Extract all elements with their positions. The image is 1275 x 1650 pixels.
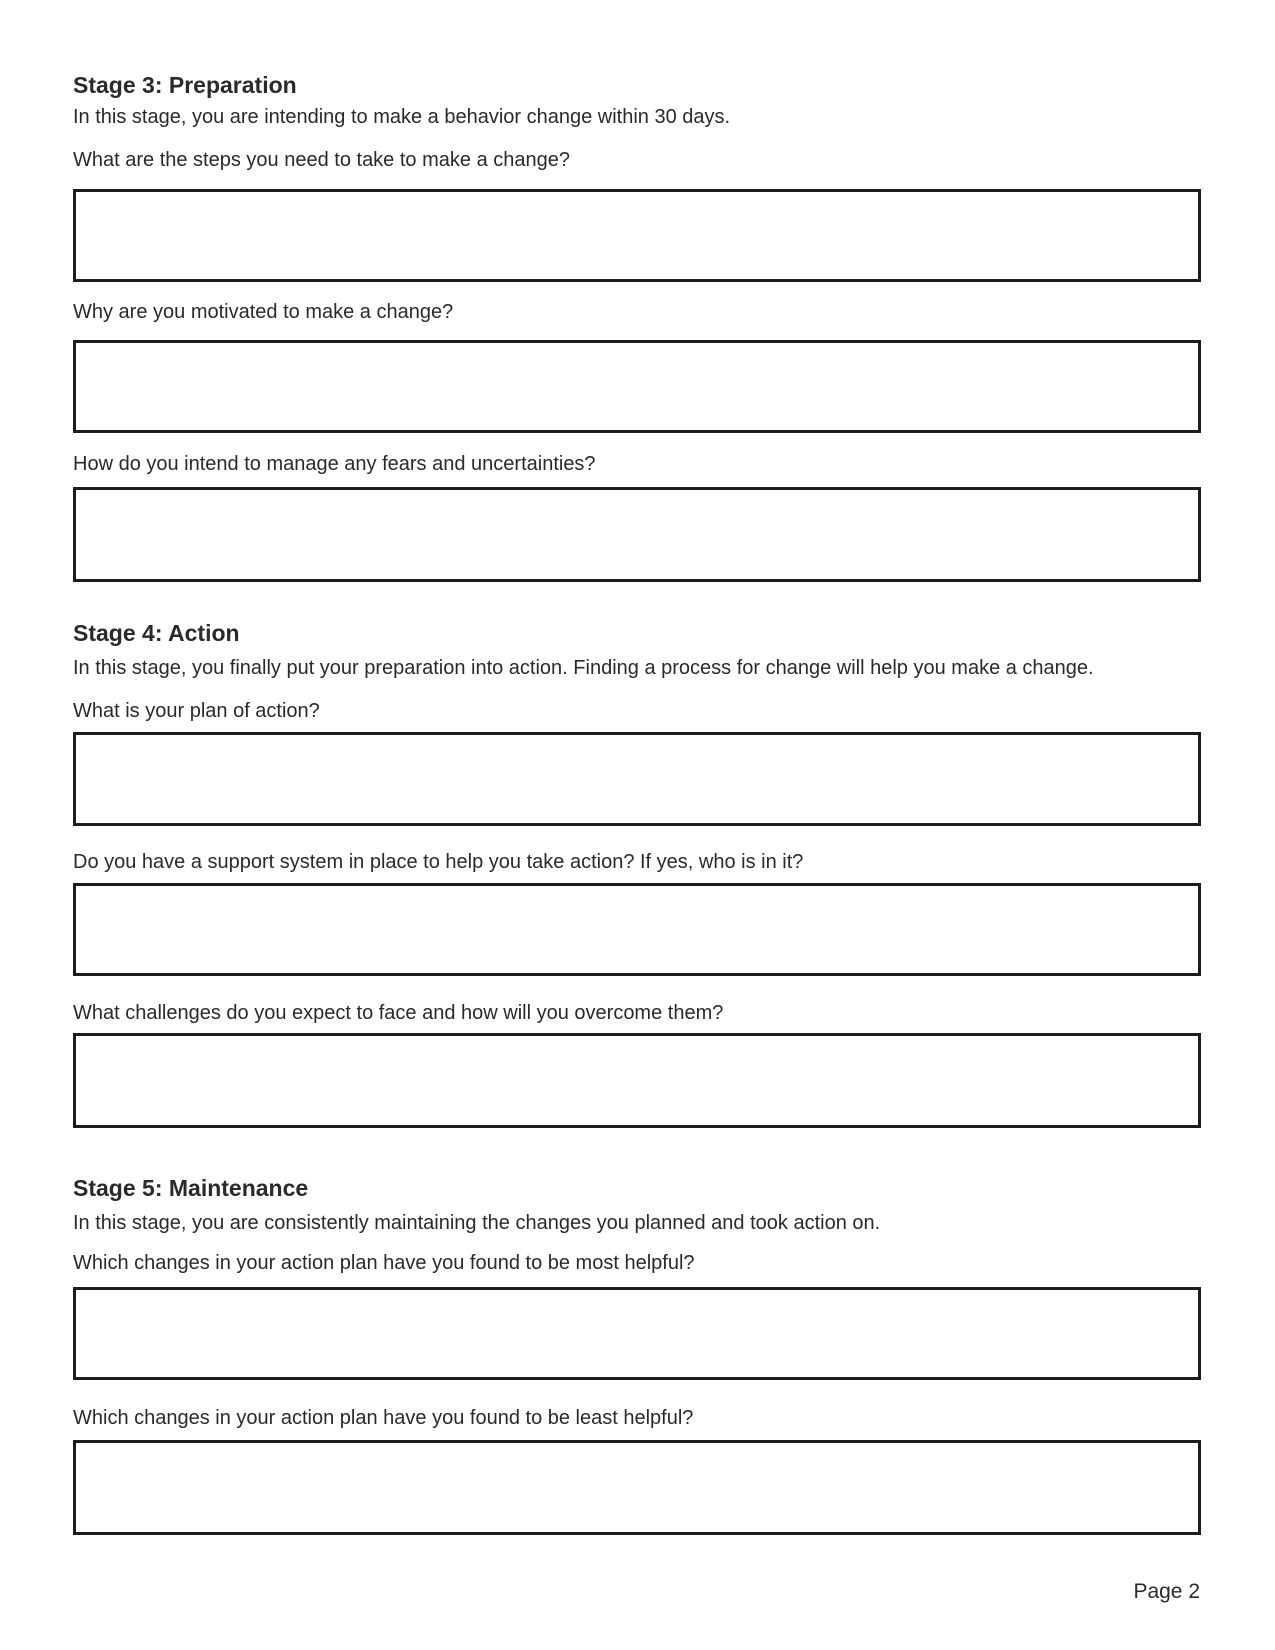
answer-box-action-plan[interactable] <box>73 732 1201 826</box>
answer-box-motivation[interactable] <box>73 340 1201 433</box>
stage-5-heading: Stage 5: Maintenance <box>73 1175 309 1201</box>
answer-box-steps[interactable] <box>73 189 1201 282</box>
question-most-helpful-changes: Which changes in your action plan have you found to be most helpful? <box>73 1252 695 1274</box>
question-support-system: Do you have a support system in place to help you take action? If yes, who is in it? <box>73 851 804 873</box>
question-steps-to-change: What are the steps you need to take to make a change? <box>73 149 570 171</box>
answer-box-challenges[interactable] <box>73 1033 1201 1128</box>
page-number: Page 2 <box>1133 1580 1200 1603</box>
question-action-plan: What is your plan of action? <box>73 700 320 722</box>
question-challenges: What challenges do you expect to face and how will you overcome them? <box>73 1002 724 1024</box>
question-least-helpful-changes: Which changes in your action plan have you found to be least helpful? <box>73 1407 694 1429</box>
answer-box-least-helpful[interactable] <box>73 1440 1201 1535</box>
answer-box-support-system[interactable] <box>73 883 1201 976</box>
stage-3-description: In this stage, you are intending to make a behavior change within 30 days. <box>73 106 731 128</box>
answer-box-most-helpful[interactable] <box>73 1287 1201 1380</box>
question-fears-uncertainties: How do you intend to manage any fears and uncertainties? <box>73 453 596 475</box>
stage-3-heading: Stage 3: Preparation <box>73 72 297 98</box>
stage-4-heading: Stage 4: Action <box>73 620 240 646</box>
answer-box-fears[interactable] <box>73 487 1201 582</box>
question-motivation: Why are you motivated to make a change? <box>73 301 454 323</box>
stage-4-description: In this stage, you finally put your preparation into action. Finding a process for change will help you make a change. <box>73 657 1094 679</box>
stage-5-description: In this stage, you are consistently maintaining the changes you planned and took action on. <box>73 1212 881 1234</box>
